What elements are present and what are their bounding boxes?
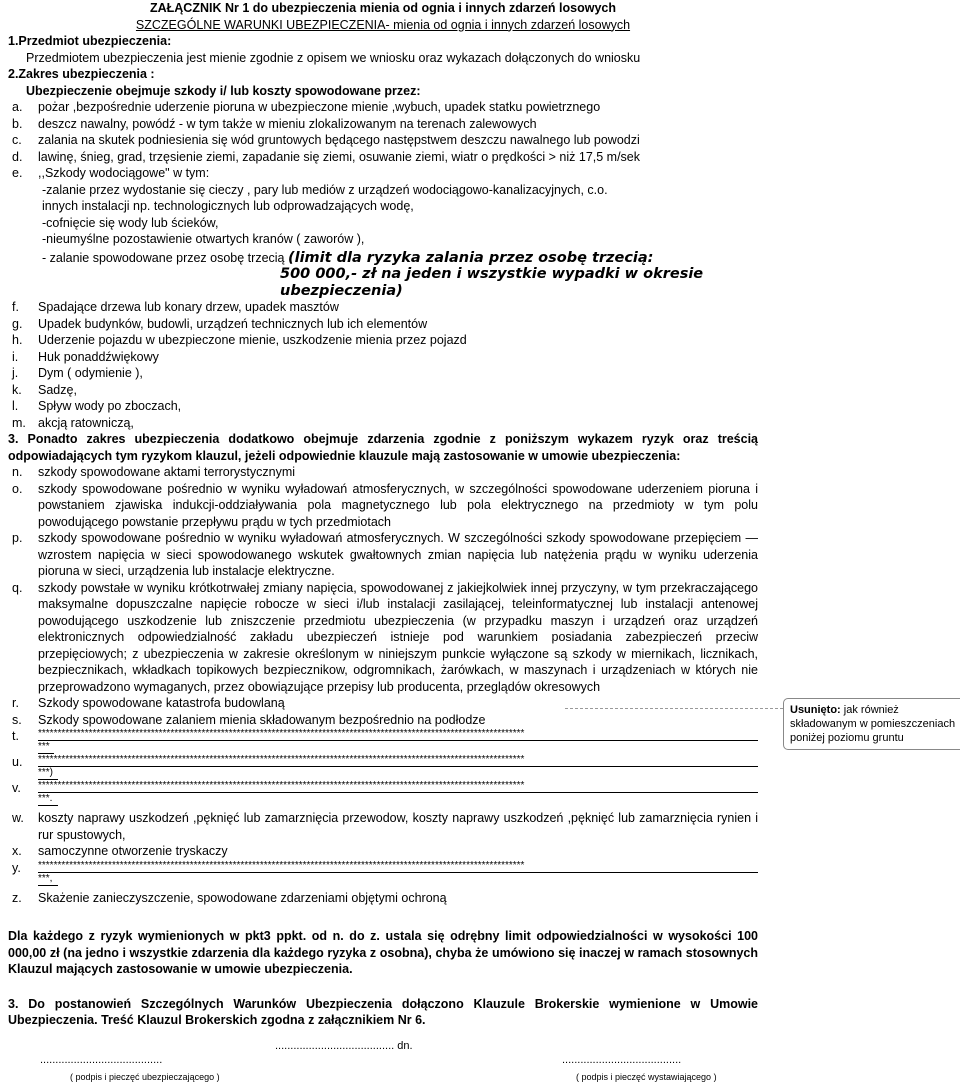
- list-f-m: [8, 299, 758, 431]
- signature-insurer: [40, 1038, 220, 1085]
- list-text: szkody spowodowane pośrednio w wyniku wyładowań atmosferycznych. W szczególności szkody spowodowane przepięciem — wzrostem napięcia w sieci spowodowanego wskutek gwałtownych zmian napięcia lub natężenia prądu w wyniku uderzenia pioruna w sieci, urządzenia lub instalacje elektryczne.: [38, 530, 758, 580]
- list-marker: t.: [8, 728, 38, 754]
- revision-comment[interactable]: [783, 698, 960, 750]
- document-subtitle: SZCZEGÓLNE WARUNKI UBEZPIECZENIA- mienia od ognia i innych zdarzeń losowych: [8, 17, 758, 34]
- comment-text: jak również składowanym w pomieszczeniach poniżej poziomu gruntu: [790, 704, 955, 744]
- list-text: Spływ wody po zboczach,: [38, 398, 758, 415]
- list-text: samoczynne otworzenie tryskaczy: [38, 843, 758, 860]
- list-marker: x.: [8, 843, 38, 860]
- list-marker: i.: [8, 349, 38, 366]
- list-marker: s.: [8, 712, 38, 729]
- list-item-e: [8, 165, 758, 182]
- list-marker: g.: [8, 316, 38, 333]
- list-marker: j.: [8, 365, 38, 382]
- list-marker: u.: [8, 754, 38, 780]
- list-text: Dym ( odymienie ),: [38, 365, 758, 382]
- list-text: Upadek budynków, budowli, urządzeń technicznych lub ich elementów: [38, 316, 758, 333]
- list-item: [8, 316, 758, 333]
- item-e-third-party: [8, 250, 758, 267]
- list-marker: z.: [8, 890, 38, 907]
- deleted-text-tail: ***.: [38, 793, 58, 806]
- list-item-u: [8, 754, 758, 780]
- list-item: [8, 530, 758, 580]
- list-item: [8, 695, 758, 712]
- list-text: Szkody spowodowane katastrofa budowlaną: [38, 695, 758, 712]
- deleted-text-stars: *****************************************************************************************************************************: [38, 728, 758, 741]
- section-1-text: Przedmiotem ubezpieczenia jest mienie zgodnie z opisem we wniosku oraz wykazach dołączonych do wniosku: [8, 50, 758, 67]
- item-e-line: -nieumyślne pozostawienie otwartych kranów ( zaworów ),: [42, 231, 758, 248]
- list-marker: l.: [8, 398, 38, 415]
- signature-date: ....................................... dn.: [275, 1038, 413, 1055]
- list-text: Huk ponaddźwiękowy: [38, 349, 758, 366]
- list-item: [8, 299, 758, 316]
- list-item: [8, 415, 758, 432]
- list-marker: k.: [8, 382, 38, 399]
- list-marker: p.: [8, 530, 38, 580]
- list-text: deszcz nawalny, powódź - w tym także w mieniu zlokalizowanym na terenach zalewowych: [38, 116, 758, 133]
- list-item-y: [8, 860, 758, 886]
- list-text: Sadzę,: [38, 382, 758, 399]
- third-party-text: - zalanie spowodowane przez osobę trzecią: [42, 251, 285, 265]
- limit-paragraph: Dla każdego z ryzyk wymienionych w pkt3 ppkt. od n. do z. ustala się odrębny limit odpowiedzialności w wysokości 100 000,00 zł (na jedno i wszystkie zdarzenia dla każdego ryzyka z osobna), chyba że umówiono się inaczej w ramach stosownych Klauzul mających zastosowanie w umowie ubezpieczenia.: [8, 928, 758, 978]
- section-2-subheading: Ubezpieczenie obejmuje szkody i/ lub koszty spowodowane przez:: [8, 83, 758, 100]
- document-body: [8, 0, 758, 1029]
- list-item: [8, 481, 758, 531]
- deleted-text-stars: *****************************************************************************************************************************: [38, 860, 758, 873]
- list-item: [8, 398, 758, 415]
- list-text: szkody spowodowane aktami terrorystycznymi: [38, 464, 758, 481]
- list-item-t: [8, 728, 758, 754]
- comment-connector: [565, 708, 783, 709]
- list-text: pożar ,bezpośrednie uderzenie pioruna w ubezpieczone mienie ,wybuch, upadek statku powietrznego: [38, 99, 758, 116]
- list-n-s: [8, 464, 758, 728]
- list-text: lawinę, śnieg, grad, trzęsienie ziemi, zapadanie się ziemi, osuwanie ziemi, wiatr o prędkości > niż 17,5 m/sek: [38, 149, 758, 166]
- deleted-text-stars: *****************************************************************************************************************************: [38, 754, 758, 767]
- list-text: koszty naprawy uszkodzeń ,pęknięć lub zamarznięcia przewodow, koszty naprawy uszkodzeń ,pęknięć lub zamarznięcia rynien i rur spustowych,: [38, 810, 758, 843]
- list-item: [8, 99, 758, 116]
- list-item: [8, 365, 758, 382]
- list-text: Spadające drzewa lub konary drzew, upadek masztów: [38, 299, 758, 316]
- item-e-sublist: [8, 182, 758, 248]
- signature-caption: ( podpis i pieczęć wystawiającego ): [562, 1069, 717, 1085]
- list-marker: q.: [8, 580, 38, 696]
- deleted-text-tail: ***): [38, 767, 58, 780]
- signature-caption: ( podpis i pieczęć ubezpieczającego ): [40, 1069, 220, 1085]
- section-1-heading: 1.Przedmiot ubezpieczenia:: [8, 33, 758, 50]
- document-title: ZAŁĄCZNIK Nr 1 do ubezpieczenia mienia od ognia i innych zdarzeń losowych: [8, 0, 758, 17]
- list-marker: w.: [8, 810, 38, 843]
- list-item: [8, 580, 758, 696]
- list-item: [8, 464, 758, 481]
- item-e-line: -zalanie przez wydostanie się cieczy , pary lub mediów z urządzeń wodociągowo-kanalizacyjnych, c.o.: [42, 182, 758, 199]
- list-marker: y.: [8, 860, 38, 886]
- comment-label: Usunięto:: [790, 704, 841, 716]
- list-item: [8, 132, 758, 149]
- deleted-text-tail: ***,: [38, 873, 58, 886]
- list-item: [8, 116, 758, 133]
- list-item-w: [8, 810, 758, 843]
- list-item-x: [8, 843, 758, 860]
- list-item: [8, 712, 758, 729]
- list-marker: c.: [8, 132, 38, 149]
- list-marker: e.: [8, 165, 38, 182]
- list-text: akcją ratowniczą,: [38, 415, 758, 432]
- list-text: szkody spowodowane pośrednio w wyniku wyładowań atmosferycznych, w szczególności spowodowane uderzeniem pioruna i powstaniem zjawiska indukcji-oddziaływania pola magnetycznego lub pola elektrycznego na przedmioty w tym polu powodującego powstanie przepływu prądu w tych przedmiotach: [38, 481, 758, 531]
- list-text: Skażenie zanieczyszczenie, spowodowane zdarzeniami objętymi ochroną: [38, 890, 758, 907]
- signature-issuer: [562, 1038, 717, 1085]
- list-marker: f.: [8, 299, 38, 316]
- list-a-d: [8, 99, 758, 165]
- list-item-z: [8, 890, 758, 907]
- list-item: [8, 382, 758, 399]
- list-item: [8, 349, 758, 366]
- clauses-paragraph: 3. Do postanowień Szczególnych Warunków Ubezpieczenia dołączono Klauzule Brokerskie wymienione w Umowie Ubezpieczenia. Treść Klauzul Brokerskich zgodna z załącznikiem Nr 6.: [8, 996, 758, 1029]
- deleted-text-stars: *****************************************************************************************************************************: [38, 780, 758, 793]
- list-text: szkody powstałe w wyniku krótkotrwałej zmiany napięcia, spowodowanej z jakiejkolwiek innej przyczyny, w tym przekraczającego maksymalne dopuszczalne napięcie robocze w sieci i/lub instalacji zasilającej, teleinformatycznej lub instalacji antenowej powodującego uszkodzenie lub zniszczenie przedmiotu ubezpieczenia (w przypadku maszyn i urządzeń oraz urządzeń elektronicznych odpowiedzialność zakładu ubezpieczeń istnieje pod warunkiem posiadania zabezpieczeń przeciw przepięciowych; z ubezpieczenia w zakresie określonym w niniejszym punkcie wyłączone są szkody w miernikach, licznikach, bezpiecznikach, wkładkach topikowych bezpiecznikow, odgromnikach, żarówkach, w maszynach i urządzeniach w których nie przeprowadzono wymaganych, przez obowiązujące przepisy lub producenta, przeglądów okresowych: [38, 580, 758, 696]
- section-3-heading: 3. Ponadto zakres ubezpieczenia dodatkowo obejmuje zdarzenia zgodnie z poniższym wykazem ryzyk oraz treścią odpowiadających tym ryzykom klauzul, jeżeli odpowiednie klauzule mają zastosowanie w umowie ubezpieczenia:: [8, 431, 758, 464]
- list-marker: d.: [8, 149, 38, 166]
- signature-dots: .......................................: [562, 1052, 717, 1069]
- list-marker: o.: [8, 481, 38, 531]
- item-e-line: innych instalacji np. technologicznych lub odprowadzających wodę,: [42, 198, 758, 215]
- list-item-v: [8, 780, 758, 806]
- list-text: Szkody spowodowane zalaniem mienia składowanym bezpośrednio na podłodze: [38, 712, 758, 729]
- list-marker: a.: [8, 99, 38, 116]
- list-text: zalania na skutek podniesienia się wód gruntowych będącego następstwem deszczu nawalnego lub powodzi: [38, 132, 758, 149]
- list-text: Uderzenie pojazdu w ubezpieczone mienie, uszkodzenie mienia przez pojazd: [38, 332, 758, 349]
- signature-dots: ........................................: [40, 1052, 220, 1069]
- list-marker: h.: [8, 332, 38, 349]
- list-item: [8, 149, 758, 166]
- list-item: [8, 332, 758, 349]
- item-e-line: -cofnięcie się wody lub ścieków,: [42, 215, 758, 232]
- list-marker: n.: [8, 464, 38, 481]
- list-marker: b.: [8, 116, 38, 133]
- section-2-heading: 2.Zakres ubezpieczenia :: [8, 66, 758, 83]
- third-party-limit-amount: 500 000,- zł na jeden i wszystkie wypadki w okresie ubezpieczenia): [8, 266, 758, 299]
- third-party-limit: (limit dla ryzyka zalania przez osobę trzecią:: [288, 250, 654, 266]
- list-marker: v.: [8, 780, 38, 806]
- list-marker: r.: [8, 695, 38, 712]
- list-text: ,,Szkody wodociągowe" w tym:: [38, 165, 758, 182]
- list-marker: m.: [8, 415, 38, 432]
- deleted-text-tail: ***: [38, 741, 54, 754]
